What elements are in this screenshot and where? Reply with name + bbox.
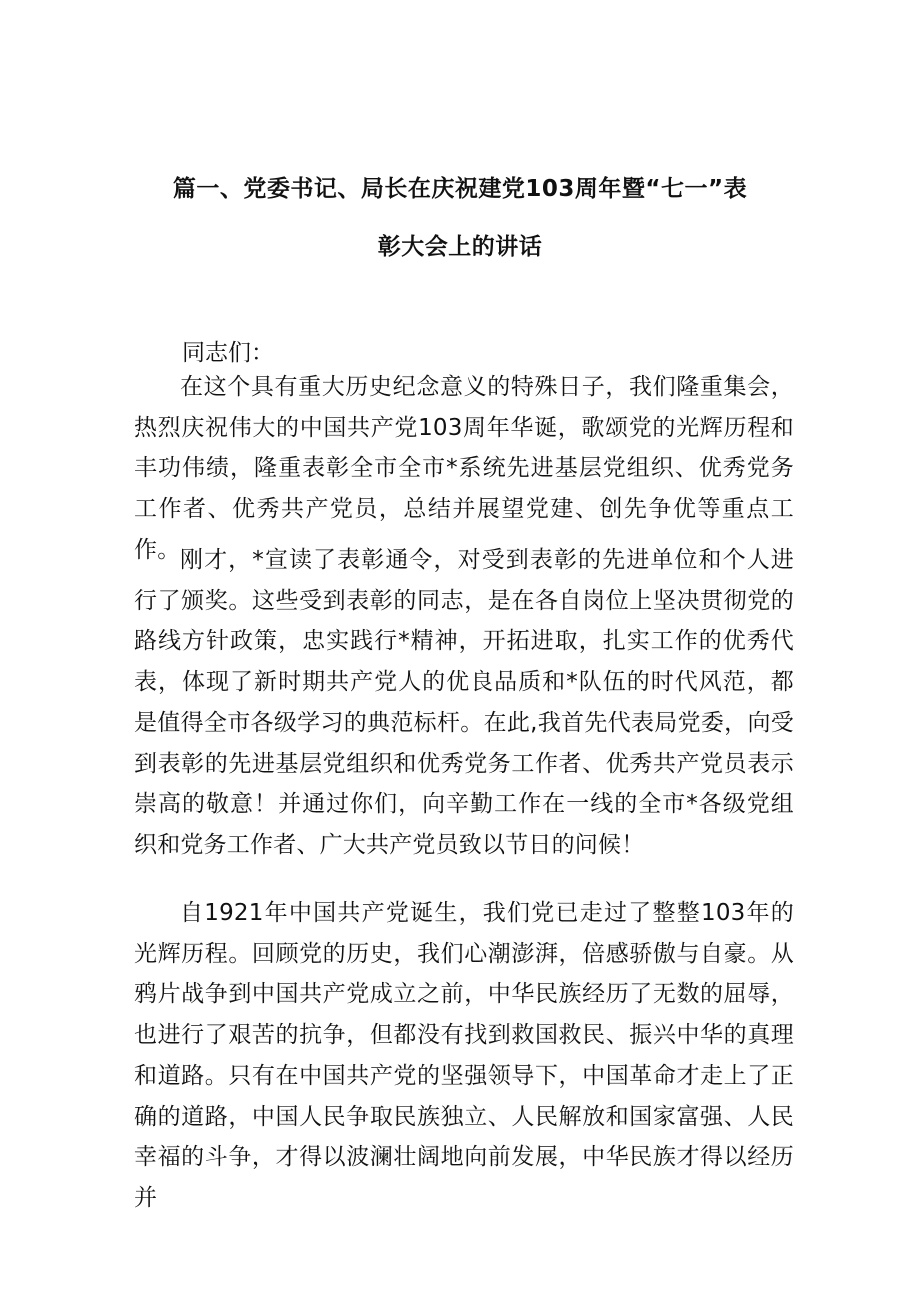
paragraph-1: 在这个具有重大历史纪念意义的特殊日子，我们隆重集会，热烈庆祝伟大的中国共产党103周年华诞，歌颂党的光辉历程和丰功伟绩，隆重表彰全市全市*系统先进基层党组织、优秀党务工作者、优秀共产党员，总结并展望党建、创先争优等重点工作。 [134,374,794,563]
greeting: 同志们： [182,340,274,366]
document-title-line-2: 彰大会上的讲话 [377,234,543,260]
paragraph-3: 自1921年中国共产党诞生，我们党已走过了整整103年的光辉历程。回顾党的历史，我们心潮澎湃，倍感骄傲与自豪。从鸦片战争到中国共产党成立之前，中华民族经历了无数的屈辱，也进行了艰苦的抗争，但都没有找到救国救民、振兴中华的真理和道路。只有在中国共产党的坚强领导下，中国革命才走上了正确的道路，中国人民争取民族独立、人民解放和国家富强、人民幸福的斗争，才得以波澜壮阔地向前发展，中华民族才得以经历并 [134,900,794,1211]
paragraph-2: 刚才，*宣读了表彰通令，对受到表彰的先进单位和个人进行了颁奖。这些受到表彰的同志，是在各自岗位上坚决贯彻党的路线方针政策，忠实践行*精神，开拓进取，扎实工作的优秀代表，体现了新时期共产党人的优良品质和*队伍的时代风范，都是值得全市各级学习的典范标杆。在此,我首先代表局党委，向受到表彰的先进基层党组织和优秀党务工作者、优秀共产党员表示崇高的敬意！并通过你们，向辛勤工作在一线的全市*各级党组织和党务工作者、广大共产党员致以节日的问候！ [134,547,794,858]
document-title-line-1: 篇一、党委书记、局长在庆祝建党103周年暨“七一”表 [172,176,748,202]
